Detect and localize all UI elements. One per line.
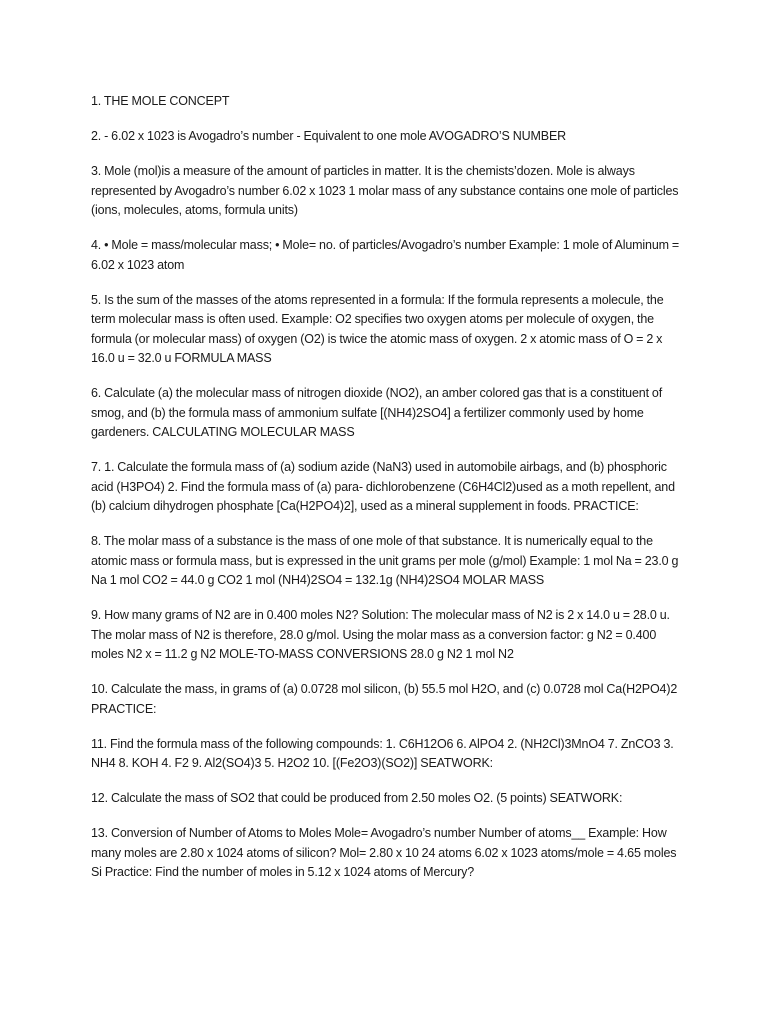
paragraph-8: 8. The molar mass of a substance is the mass of one mole of that substance. It is numerically equal to the atomic mass or formula mass, but is expressed in the unit grams per mole (g/mol) Example: 1 mol Na = 23.0 g Na 1 mol CO2 = 44.0 g CO2 1 mol (NH4)2SO4 = 132.1g (NH4)2SO4 MOLAR MASS [91,534,679,587]
paragraph-4: 4. • Mole = mass/molecular mass; • Mole= no. of particles/Avogadro’s number Example: 1 mole of Aluminum = 6.02 x 1023 atom [91,238,680,272]
paragraph-13: 13. Conversion of Number of Atoms to Moles Mole= Avogadro’s number Number of atoms__ Example: How many moles are 2.80 x 1024 atoms of silicon? Mol= 2.80 x 10 24 atoms 6.02 x 1023 atoms/mole = 4.65 moles Si Practice: Find the number of moles in 5.12 x 1024 atoms of Mercury? [91,826,677,879]
paragraph-3: 3. Mole (mol)is a measure of the amount of particles in matter. It is the chemists’dozen. Mole is always represented by Avogadro’s number 6.02 x 1023 1 molar mass of any substance contains one mole of particles (ions, molecules, atoms, formula units) [91,164,679,217]
paragraph-6: 6. Calculate (a) the molecular mass of nitrogen dioxide (NO2), an amber colored gas that is a constituent of smog, and (b) the formula mass of ammonium sulfate [(NH4)2SO4] a fertilizer commonly used by home gardeners. CALCULATING MOLECULAR MASS [91,386,663,439]
document-page [91,92,685,898]
paragraph-2: 2. - 6.02 x 1023 is Avogadro’s number - Equivalent to one mole AVOGADRO’S NUMBER [91,129,567,143]
paragraph-5: 5. Is the sum of the masses of the atoms represented in a formula: If the formula represents a molecule, the term molecular mass is often used. Example: O2 specifies two oxygen atoms per molecule of oxygen, the formula (or molecular mass) of oxygen (O2) is twice the atomic mass of oxygen. 2 x atomic mass of O = 2 x 16.0 u = 32.0 u FORMULA MASS [91,292,664,365]
paragraph-7: 7. 1. Calculate the formula mass of (a) sodium azide (NaN3) used in automobile airbags, and (b) phosphoric acid (H3PO4) 2. Find the formula mass of (a) para- dichlorobenzene (C6H4Cl2)used as a moth repellent, and (b) calcium dihydrogen phosphate [Ca(H2PO4)2], used as a mineral supplement in foods. PRACTICE: [91,460,675,513]
paragraph-12: 12. Calculate the mass of SO2 that could be produced from 2.50 moles O2. (5 points) SEATWORK: [91,791,623,805]
paragraph-9: 9. How many grams of N2 are in 0.400 moles N2? Solution: The molecular mass of N2 is 2 x 14.0 u = 28.0 u. The molar mass of N2 is therefore, 28.0 g/mol. Using the molar mass as a conversion factor: g N2 = 0.400 moles N2 x = 11.2 g N2 MOLE-TO-MASS CONVERSIONS 28.0 g N2 1 mol N2 [91,608,670,661]
paragraph-11: 11. Find the formula mass of the following compounds: 1. C6H12O6 6. AlPO4 2. (NH2Cl)3MnO4 7. ZnCO3 3. NH4 8. KOH 4. F2 9. Al2(SO4)3 5. H2O2 10. [(Fe2O3)(SO2)] SEATWORK: [91,736,674,770]
paragraph-1: 1. THE MOLE CONCEPT [91,94,230,108]
paragraph-10: 10. Calculate the mass, in grams of (a) 0.0728 mol silicon, (b) 55.5 mol H2O, and (c) 0.0728 mol Ca(H2PO4)2 PRACTICE: [91,682,678,716]
